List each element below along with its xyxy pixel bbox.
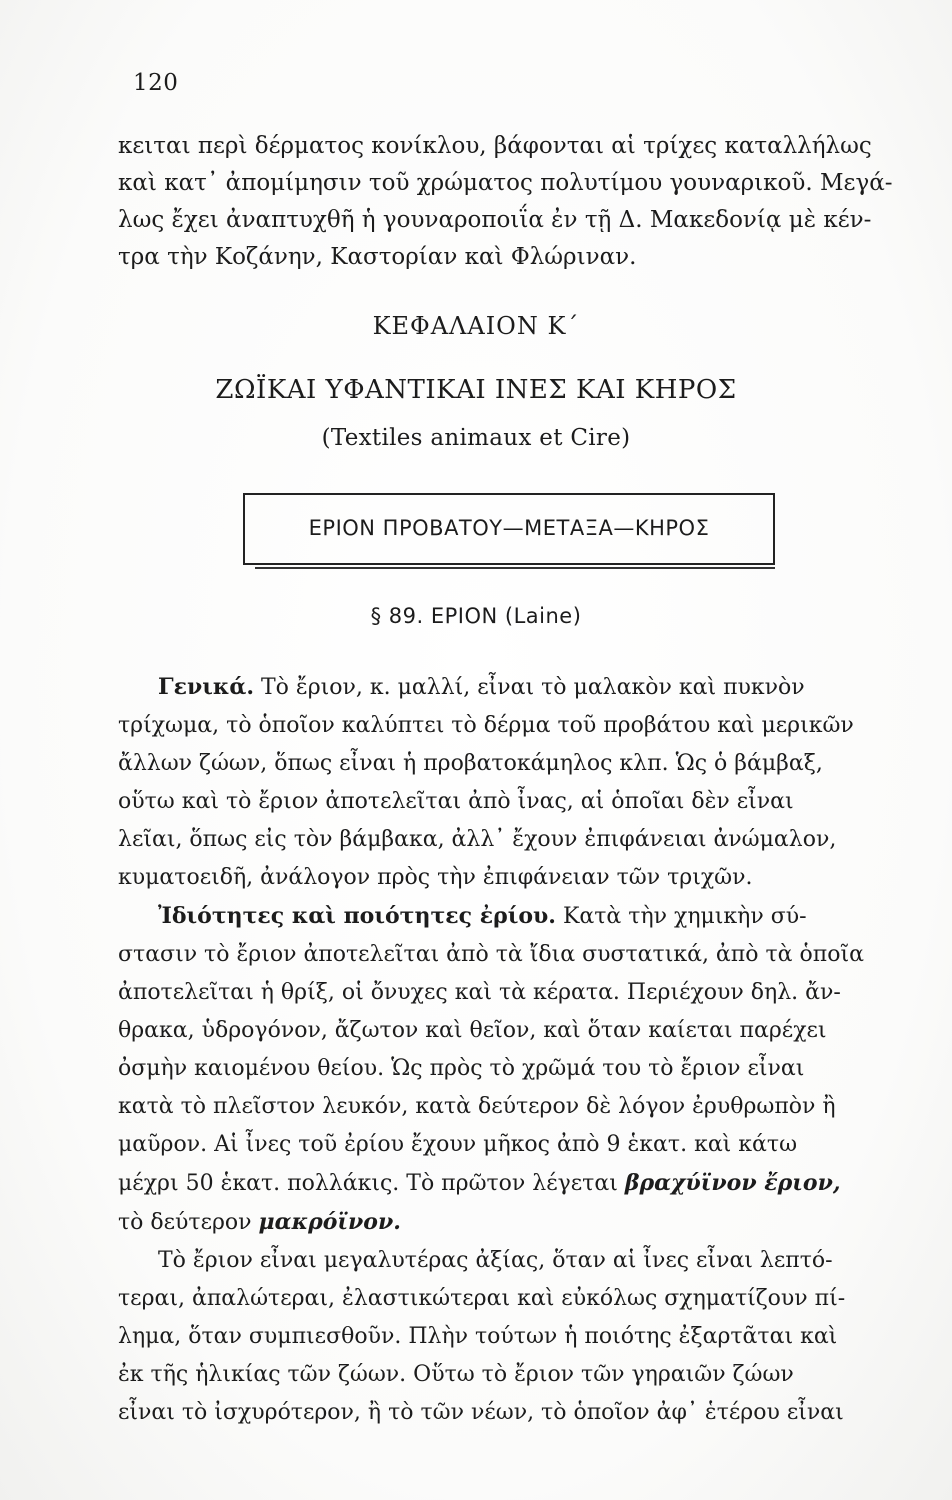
paragraph-line: ὀσμὴν καιομένου θείου. Ὡς πρὸς τὸ χρῶμά του τὸ ἔριον εἶναι — [118, 1056, 805, 1081]
paragraph-line-text: Κατὰ τὴν χημικὴν σύ- — [555, 904, 807, 929]
run-in-heading: Γενικά. — [158, 674, 254, 700]
paragraph-line-text: τὸ δεύτερον — [118, 1210, 259, 1235]
paragraph-line: οὕτω καὶ τὸ ἔριον ἀποτελεῖται ἀπὸ ἶνας, αἱ ὁποῖαι δὲν εἶναι — [118, 789, 794, 814]
intro-line: κειται περὶ δέρματος κονίκλου, βάφονται αἱ τρίχες καταλλήλως — [118, 133, 872, 159]
paragraph-line — [118, 897, 894, 936]
chapter-subtitle: (Textiles animaux et Cire) — [321, 425, 631, 451]
paragraph-line: Τὸ ἔριον εἶναι μεγαλυτέρας ἀξίας, ὅταν αἱ ἶνες εἶναι λεπτό- — [158, 1248, 833, 1273]
body-text — [118, 668, 894, 1432]
page-number: 120 — [133, 70, 179, 96]
boxed-heading: ΕΡΙΟΝ ΠΡΟΒΑΤΟΥ—ΜΕΤΑΞΑ—ΚΗΡΟΣ — [308, 516, 710, 540]
paragraph-line: ἀποτελεῖται ἡ θρίξ, οἱ ὄνυχες καὶ τὰ κέρατα. Περιέχουν δηλ. ἄν- — [118, 980, 841, 1005]
paragraph-line: τρίχωμα, τὸ ὁποῖον καλύπτει τὸ δέρμα τοῦ προβάτου καὶ μερικῶν — [118, 713, 854, 738]
paragraph-value — [118, 1242, 894, 1432]
run-in-heading: Ἰδιότητες καὶ ποιότητες ἐρίου. — [158, 903, 556, 929]
paragraph-general — [118, 668, 894, 897]
paragraph-line: ἐκ τῆς ἡλικίας τῶν ζώων. Οὕτω τὸ ἔριον τῶν γηραιῶν ζώων — [118, 1362, 794, 1387]
paragraph-line: μαῦρον. Αἱ ἶνες τοῦ ἐρίου ἔχουν μῆκος ἀπὸ 9 ἑκατ. καὶ κάτω — [118, 1132, 798, 1157]
chapter-label: ΚΕΦΑΛΑΙΟΝ Κ΄ — [372, 312, 580, 340]
paragraph-line: λεῖαι, ὅπως εἰς τὸν βάμβακα, ἀλλ᾽ ἔχουν ἐπιφάνειαι ἀνώμαλον, — [118, 827, 837, 852]
term-short-fiber: βραχύϊνον ἔριον, — [624, 1170, 841, 1196]
paragraph-line: ἄλλων ζώων, ὅπως εἶναι ἡ προβατοκάμηλος κλπ. Ὡς ὁ βάμβαξ, — [118, 751, 823, 776]
paragraph-line: στασιν τὸ ἔριον ἀποτελεῖται ἀπὸ τὰ ἴδια συστατικά, ἀπὸ τὰ ὁποῖα — [118, 942, 864, 967]
term-long-fiber: μακρόϊνον. — [258, 1209, 401, 1235]
paragraph-line: τεραι, ἀπαλώτεραι, ἐλαστικώτεραι καὶ εὐκόλως σχηματίζουν πί- — [118, 1286, 846, 1311]
paragraph-line: λημα, ὅταν συμπιεσθοῦν. Πλὴν τούτων ἡ ποιότης ἐξαρτᾶται καὶ — [118, 1324, 838, 1349]
paragraph-line-text: Τὸ ἔριον, κ. μαλλί, εἶναι τὸ μαλακὸν καὶ πυκνὸν — [253, 675, 805, 700]
paragraph-line: κυματοειδῆ, ἀνάλογον πρὸς τὴν ἐπιφάνειαν τῶν τριχῶν. — [118, 865, 753, 890]
intro-line: λως ἔχει ἀναπτυχθῆ ἡ γουναροποιΐα ἐν τῇ Δ. Μακεδονίᾳ μὲ κέν- — [118, 207, 872, 233]
paragraph-line: κατὰ τὸ πλεῖστον λευκόν, κατὰ δεύτερον δὲ λόγον ἐρυθρωπὸν ἢ — [118, 1094, 836, 1119]
chapter-title: ΖΩΪΚΑΙ ΥΦΑΝΤΙΚΑΙ ΙΝΕΣ ΚΑΙ ΚΗΡΟΣ — [215, 375, 737, 405]
paragraph-line: εἶναι τὸ ἰσχυρότερον, ἢ τὸ τῶν νέων, τὸ ὁποῖον ἀφ᾽ ἑτέρου εἶναι — [118, 1400, 844, 1425]
paragraph-line: θρακα, ὑδρογόνον, ἄζωτον καὶ θεῖον, καὶ ὅταν καίεται παρέχει — [118, 1018, 827, 1043]
section-title: § 89. ΕΡΙΟΝ (Laine) — [370, 604, 582, 628]
paragraph-line-text: μέχρι 50 ἑκατ. πολλάκις. Τὸ πρῶτον λέγεται — [118, 1171, 625, 1196]
paragraph-line — [118, 1164, 894, 1203]
boxed-heading-frame — [243, 493, 775, 565]
paragraph-properties — [118, 897, 894, 1242]
paragraph-line — [118, 668, 894, 707]
paragraph-line — [118, 1203, 894, 1242]
intro-paragraph — [118, 128, 893, 276]
intro-line: καὶ κατ᾽ ἀπομίμησιν τοῦ χρώματος πολυτίμου γουναρικοῦ. Μεγά- — [118, 170, 893, 196]
intro-line: τρα τὴν Κοζάνην, Καστορίαν καὶ Φλώριναν. — [118, 244, 637, 270]
